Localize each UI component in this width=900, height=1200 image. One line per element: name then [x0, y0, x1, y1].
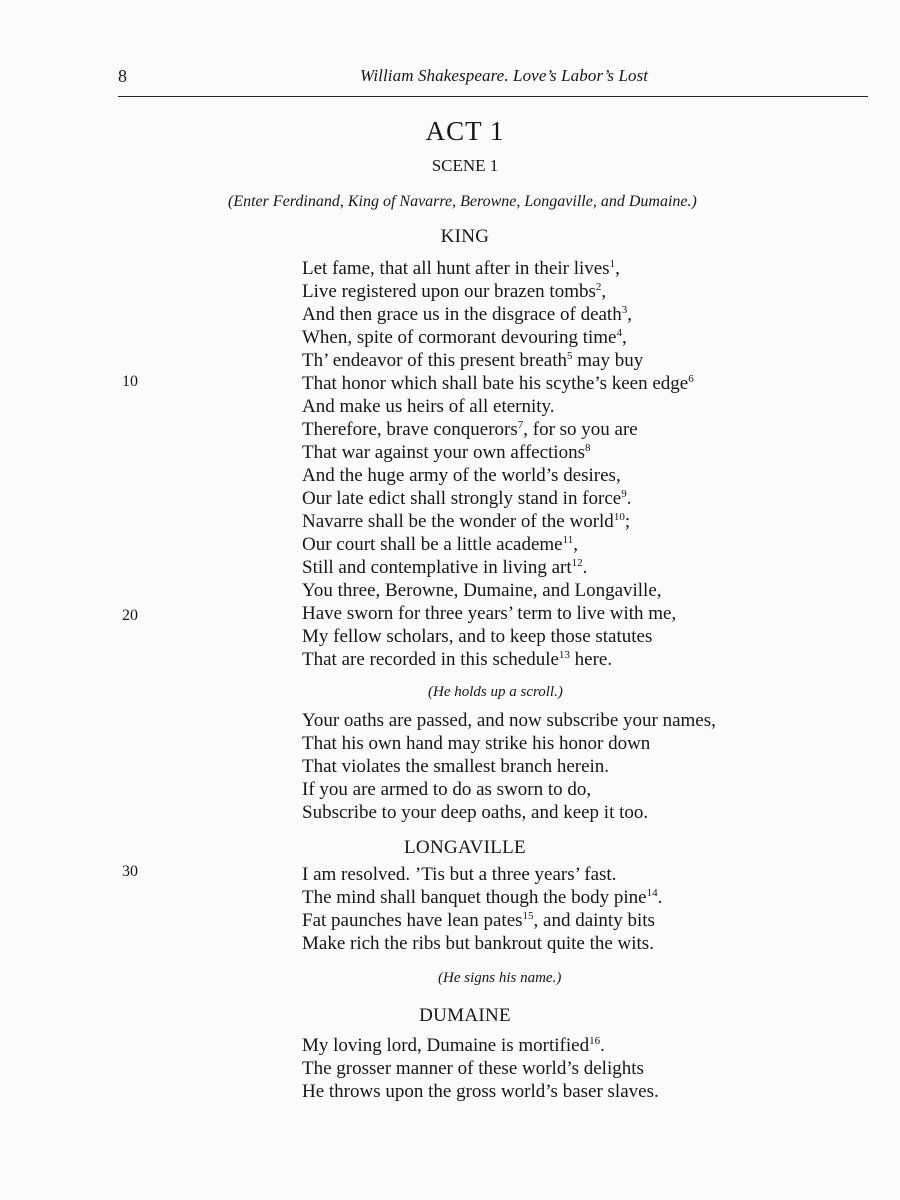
verse-text: The grosser manner of these world’s delights	[302, 1058, 644, 1079]
verse-text: My fellow scholars, and to keep those statutes	[302, 626, 653, 647]
footnote-marker: 7	[517, 419, 524, 431]
verse-text-after: ,	[573, 534, 578, 555]
footnote-marker: 9	[621, 488, 627, 500]
verse-line	[302, 1080, 659, 1103]
verse-line	[302, 886, 662, 909]
verse-text-after: , for so you are	[523, 419, 638, 440]
king-speech-part-1	[302, 257, 694, 671]
opening-stage-direction: (Enter Ferdinand, King of Navarre, Berowne, Longaville, and Dumaine.)	[228, 193, 697, 210]
verse-text-after: .	[657, 887, 663, 908]
verse-text: And make us heirs of all eternity.	[302, 396, 555, 417]
verse-text: Make rich the ribs but bankrout quite the wits.	[302, 933, 654, 954]
stage-direction-scroll: (He holds up a scroll.)	[428, 684, 563, 700]
verse-line	[302, 510, 694, 533]
verse-text-after: , and dainty bits	[533, 910, 655, 931]
speaker-longaville: LONGAVILLE	[404, 837, 526, 858]
verse-text: That war against your own affections	[302, 442, 585, 463]
verse-line	[302, 709, 716, 732]
stage-direction-signs: (He signs his name.)	[438, 970, 562, 986]
footnote-marker: 8	[584, 442, 591, 454]
verse-line	[302, 863, 662, 886]
verse-text-after: .	[582, 557, 588, 578]
speaker-dumaine: DUMAINE	[419, 1005, 511, 1026]
verse-text-after: ;	[624, 511, 631, 532]
footnote-marker: 13	[558, 649, 570, 661]
scene-heading: SCENE 1	[431, 156, 499, 175]
verse-line	[302, 418, 694, 441]
verse-line	[302, 1034, 659, 1057]
verse-text: That his own hand may strike his honor down	[302, 733, 651, 754]
verse-text: Our late edict shall strongly stand in force	[302, 488, 622, 509]
longaville-speech	[302, 863, 662, 955]
verse-line	[302, 648, 694, 671]
verse-line	[302, 533, 694, 556]
verse-text: Still and contemplative in living art	[302, 557, 572, 578]
verse-text: That honor which shall bate his scythe’s keen edge	[302, 373, 689, 394]
verse-text: Therefore, brave conquerors	[302, 419, 518, 440]
verse-line	[302, 303, 694, 326]
line-number-30: 30	[122, 863, 138, 880]
footnote-marker: 3	[621, 304, 628, 316]
verse-text: Th’ endeavor of this present breath	[302, 350, 568, 371]
verse-line	[302, 257, 694, 280]
verse-text: When, spite of cormorant devouring time	[302, 327, 617, 348]
dumaine-speech	[302, 1034, 659, 1103]
footnote-marker: 5	[567, 350, 573, 362]
verse-line	[302, 602, 694, 625]
verse-text-after: .	[626, 488, 632, 509]
verse-line	[302, 909, 662, 932]
king-speech-part-2	[302, 709, 716, 824]
page-header	[0, 58, 900, 98]
footnote-marker: 11	[562, 534, 574, 546]
verse-text-after: ,	[627, 304, 632, 325]
footnote-marker: 4	[616, 327, 622, 339]
verse-line	[302, 464, 694, 487]
verse-text: Navarre shall be the wonder of the world	[302, 511, 614, 532]
line-number-20: 20	[122, 607, 138, 624]
footnote-marker: 14	[646, 887, 658, 899]
verse-text: If you are armed to do as sworn to do,	[302, 779, 592, 800]
verse-text: And the huge army of the world’s desires,	[302, 465, 621, 486]
verse-line	[302, 732, 716, 755]
verse-line	[302, 755, 716, 778]
verse-text-after: ,	[601, 281, 607, 302]
verse-line	[302, 441, 694, 464]
verse-text-after: ,	[621, 327, 627, 348]
verse-line	[302, 932, 662, 955]
verse-text: Fat paunches have lean pates	[302, 910, 523, 931]
speaker-king: KING	[440, 226, 490, 247]
verse-text: You three, Berowne, Dumaine, and Longaville,	[302, 580, 662, 601]
verse-text: Subscribe to your deep oaths, and keep it too.	[302, 802, 649, 823]
verse-line	[302, 280, 694, 303]
verse-text: Have sworn for three years’ term to live with me,	[302, 603, 677, 624]
verse-line	[302, 326, 694, 349]
verse-text: Live registered upon our brazen tombs	[302, 281, 596, 302]
verse-text: And then grace us in the disgrace of death	[302, 304, 622, 325]
act-heading: ACT 1	[425, 116, 505, 146]
verse-text: He throws upon the gross world’s baser slaves.	[302, 1081, 659, 1102]
verse-line	[302, 579, 694, 602]
verse-text: That violates the smallest branch herein.	[302, 756, 610, 777]
footnote-marker: 15	[522, 910, 534, 922]
verse-line	[302, 349, 694, 372]
running-title: William Shakespeare. Love’s Labor’s Lost	[360, 66, 649, 85]
verse-text: Your oaths are passed, and now subscribe your names,	[302, 710, 716, 731]
footnote-marker: 16	[589, 1035, 601, 1047]
verse-line	[302, 556, 694, 579]
verse-text: My loving lord, Dumaine is mortified	[302, 1035, 590, 1056]
verse-text: Our court shall be a little academe	[302, 534, 563, 555]
verse-text: I am resolved. ’Tis but a three years’ fast.	[302, 864, 617, 885]
verse-text-after: .	[600, 1035, 605, 1056]
page-number: 8	[118, 66, 127, 86]
verse-text: The mind shall banquet though the body pine	[302, 887, 647, 908]
footnote-marker: 12	[571, 557, 583, 569]
verse-line	[302, 801, 716, 824]
verse-text: Let fame, that all hunt after in their lives	[302, 258, 610, 279]
verse-text-after: here.	[569, 649, 613, 670]
verse-line	[302, 778, 716, 801]
verse-text-after: ,	[615, 258, 620, 279]
verse-line	[302, 395, 694, 418]
footnote-marker: 6	[688, 373, 694, 385]
verse-line	[302, 625, 694, 648]
header-rule	[118, 96, 868, 97]
footnote-marker: 10	[613, 511, 625, 523]
verse-text-after: may buy	[572, 350, 644, 371]
verse-line	[302, 1057, 659, 1080]
footnote-marker: 2	[595, 281, 602, 293]
line-number-10: 10	[122, 373, 138, 390]
verse-text: That are recorded in this schedule	[302, 649, 559, 670]
verse-line	[302, 487, 694, 510]
footnote-marker: 1	[609, 258, 616, 270]
verse-line	[302, 372, 694, 395]
